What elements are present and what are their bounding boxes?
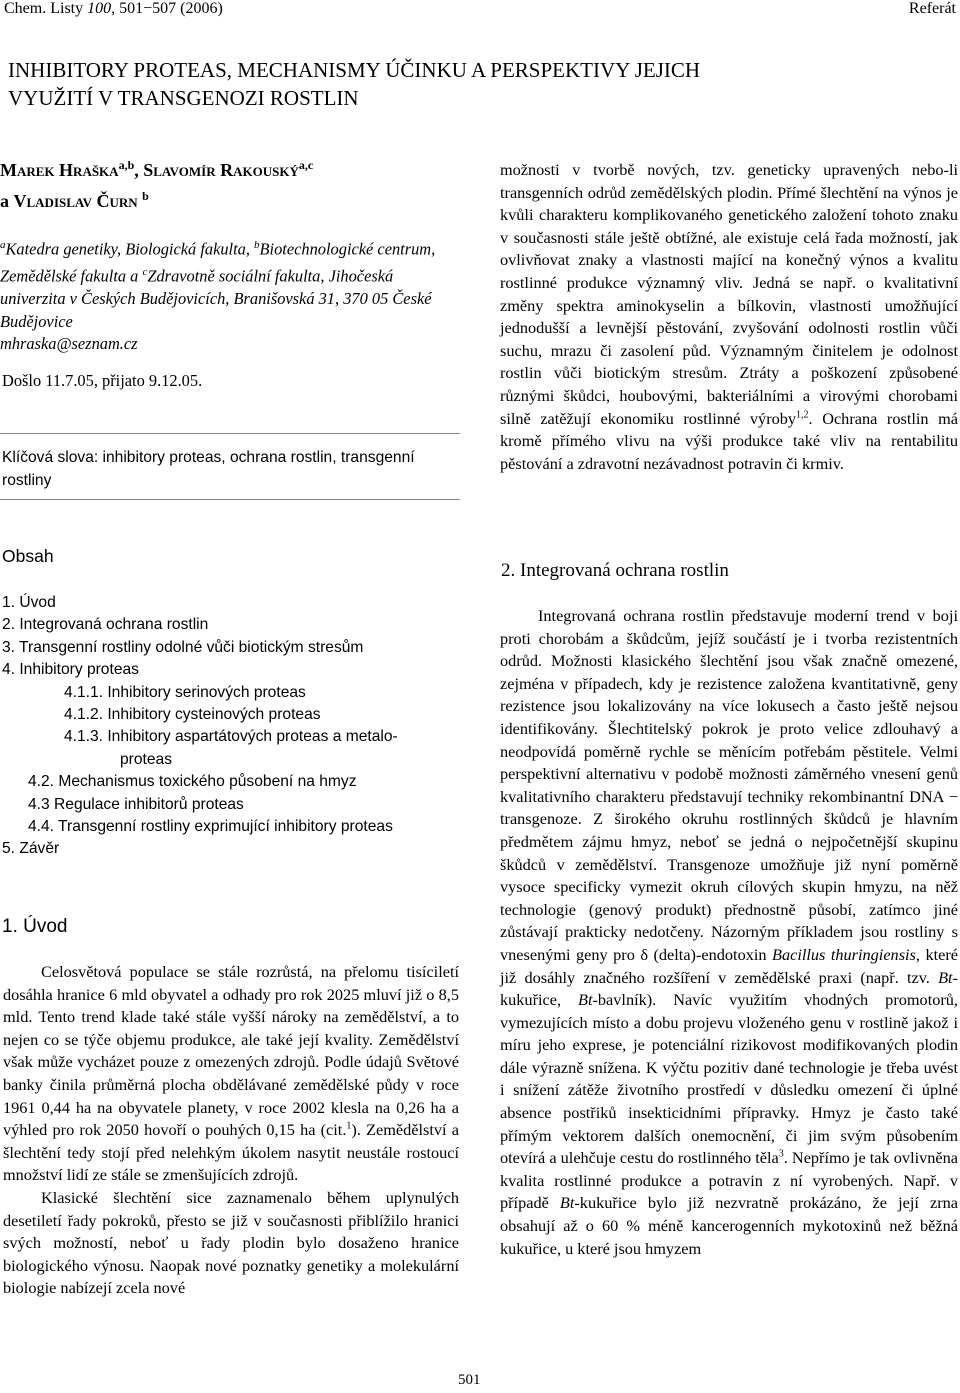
paragraph: Celosvětová populace se stále rozrůstá, na přelomu tisíciletí dosáhla hranice 6 mld obyvatel a odhady pro rok 2025 mluví již o 8,5 mld. Tento trend klade také stále vyšší nároky na zemědělství, a to nejen co se týče objemu produkce, ale také její kvality. Zemědělství však může vycházet pouze z omezených zdrojů. Podle údajů Světové banky činila průměrná plocha obdělávané zemědělské půdy v roce 1961 0,44 ha na obyvatele planety, v roce 2002 klesla na 0,26 ha a výhled pro rok 2050 hovoří o pouhých 0,15 ha (cit.$^1$). Zemědělství a šlechtění tedy stojí před nelehkým úkolem nasytit neustále rostoucí množství lidí ze stále se zmenšujících zdrojů. bbox=[3, 962, 459, 1185]
section-uvod-body bbox=[3, 961, 459, 1300]
affiliation: $^a$Katedra genetiky, Biologická fakulta, $^b$Biotechnologické centrum, Zemědělské fakulta a $^c$Zdravotně sociální fakulta, Jihočeská univerzita v Českých Budějovicích, Branišovská 31, 370 05 České Budějovice mhraska@seznam.cz bbox=[0, 239, 436, 354]
toc-item[interactable]: 4.2. Mechanismus toxického působení na hmyz bbox=[28, 773, 357, 791]
toc-item[interactable]: 4.3 Regulace inhibitorů proteas bbox=[28, 795, 244, 813]
toc-item[interactable]: 3. Transgenní rostliny odolné vůči biotickým stresům bbox=[2, 638, 364, 656]
toc-item[interactable]: 5. Závěr bbox=[2, 840, 60, 858]
paragraph: Klasické šlechtění sice zaznamenalo během uplynulých desetiletí řady pokroků, přesto se již v současnosti přiblížilo hranici svých možností, neboť u řady plodin bylo dosaženo hranice biologického výnosu. Naopak nové poznatky genetiky a molekulární biologie nabízejí zcela nové bbox=[3, 1187, 459, 1298]
section-heading-uvod: 1. Úvod bbox=[2, 916, 68, 937]
paragraph: možnosti v tvorbě nových, tzv. geneticky upravených nebo-li transgenních odrůd zemědělských plodin. Přímé šlechtění na výnos je kvůli charakteru komplikovaného genetického založení tohoto znaku v současnosti stále ještě obtížné, ale existuje celá řada možností, jak ovlivňovat znaky a vlastnosti mající na konečný výnos a kvalitu rostlinné produkce významný vliv. Jedná se např. o kvalitativní změny spektra aminokyselin a bílkovin, vlastnosti umožňující jednodušší a levnější pěstování, zvyšování odolnosti rostlin vůči suchu, mrazu či zasolení půd. Významným činitelem je odolnost rostlin vůči biotickým stresům. Ztráty a poškození způsobené různými škůdci, houbovými, bakteriálními a virovými chorobami silně zatěžují ekonomiku rostlinné výroby$^{1,2}$. Ochrana rostlin má kromě přímého vlivu na výši produkce také vliv na rentabilitu pěstování a zdravotní nezávadnost potravin či krmiv. bbox=[500, 160, 958, 473]
table-of-contents bbox=[2, 592, 462, 861]
divider-bottom bbox=[0, 499, 460, 500]
divider-top bbox=[0, 433, 460, 434]
toc-item[interactable]: 4.1.1. Inhibitory serinových proteas bbox=[64, 683, 306, 701]
paragraph: Integrovaná ochrana rostlin představuje moderní trend v boji proti chorobám a škůdcům, jejíž součástí je i tvorba rezistentních odrůd. Možnosti klasického šlechtění jsou však značně omezené, zejména v případech, kdy je rezistence založena kvantitativně, geny rezistence jsou lokalizovány na více lokusech a často ještě nejsou identifikovány. Šlechtitelský pokrok je proto velice zdlouhavý a neodpovídá poměrně rychle se měnícím potřebám pěstitele. Velmi perspektivní alternativu v podobě možnosti záměrného vnesení genů kvalitativního charakteru představují techniky rekombinantní DNA − transgenoze. Z širokého okruhu rostlinných škůdců je hlavním předmětem zájmu hmyz, neboť se jedná o nejpočetnější skupinu škůdců v zemědělství. Transgenoze umožňuje již nyní poměrně vysoce specificky vymezit okruh cílových skupin hmyzu, na něž technologie (genový produkt) přednostně působí, zatímco jiné zůstávají prakticky nedotčeny. Názorným příkladem jsou rostliny s vnesenými geny pro δ (delta)-endotoxin Bacillus thuringiensis, které již dosáhly značného rozšíření v zemědělské praxi (např. tzv. Bt-kukuřice, Bt-bavlník). Navíc využitím vhodných promotorů, vymezujících místo a dobu projevu vloženého genu v rostlině jakož i míru jeho exprese, je potenciální rizikovost modifikovaných plodin dále výrazně snížena. K výčtu pozitiv dané technologie je třeba uvést i snížení zátěže životního prostředí v důsledku omezení či úplné absence postřiků insekticidními přípravky. Hmyz je často také přímým vektorem dalších onemocnění, či jim svým působením otevírá a ulehčuje cestu do rostlinného těla$^3$. Nepřímo je tak ovlivněna kvalita rostlinné produkce a potravin z ní vyrobených. Např. v případě Bt-kukuřice bylo již nezvratně prokázáno, že její zrna obsahují až o 60 % méně kancerogenních mykotoxinů než běžná kukuřice, u které jsou hmyzem bbox=[500, 606, 958, 1258]
running-header-journal: Chem. Listy 100, 501−507 (2006) bbox=[4, 0, 223, 17]
article-title: INHIBITORY PROTEAS, MECHANISMY ÚČINKU A PERSPEKTIVY JEJICH VYUŽITÍ V TRANSGENOZI ROSTLIN bbox=[8, 58, 701, 110]
toc-item[interactable]: 4. Inhibitory proteas bbox=[2, 661, 139, 679]
toc-item[interactable]: 4.1.3. Inhibitory aspartátových proteas a metalo- bbox=[64, 728, 398, 746]
received-date: Došlo 11.7.05, přijato 9.12.05. bbox=[2, 371, 203, 390]
toc-item[interactable]: 2. Integrovaná ochrana rostlin bbox=[2, 616, 209, 634]
toc-heading: Obsah bbox=[2, 546, 54, 566]
intro-continuation bbox=[500, 159, 958, 475]
running-header-section: Referát bbox=[908, 0, 956, 17]
keywords: Klíčová slova: inhibitory proteas, ochrana rostlin, transgenní rostliny bbox=[2, 449, 415, 489]
author-email[interactable]: mhraska@seznam.cz bbox=[0, 334, 138, 354]
toc-item[interactable]: proteas bbox=[120, 750, 173, 768]
toc-item[interactable]: 4.1.2. Inhibitory cysteinových proteas bbox=[64, 706, 321, 724]
section-heading-integrovana: 2. Integrovaná ochrana rostlin bbox=[501, 560, 729, 581]
toc-item[interactable]: 1. Úvod bbox=[2, 594, 56, 611]
page-number: 501 bbox=[458, 1372, 481, 1388]
toc-item[interactable]: 4.4. Transgenní rostliny exprimující inhibitory proteas bbox=[28, 818, 393, 836]
author-list: Marek Hraška$^{a,b}$, Slavomír Rakouský$^{a,c}$ a Vladislav Čurn $^b$ bbox=[0, 158, 314, 211]
section-integrovana-body bbox=[500, 605, 958, 1260]
